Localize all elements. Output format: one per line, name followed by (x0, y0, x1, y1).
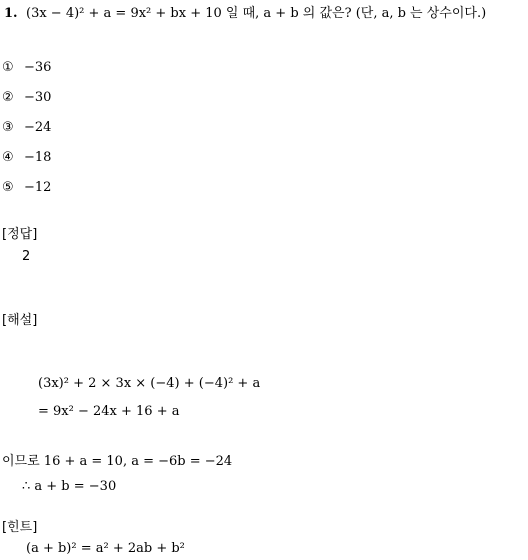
explanation-line: 이므로 16 + a = 10, a = −6b = −24 (2, 454, 233, 469)
choice-mark: ② (2, 90, 14, 105)
explanation-line: = 9x² − 24x + 16 + a (38, 404, 180, 419)
choice-mark: ④ (2, 150, 14, 165)
choice-mark: ⑤ (2, 180, 14, 195)
question-text: (3x − 4)² + a = 9x² + bx + 10 일 때, a + b 의 값은? (단, a, b 는 상수이다.) (26, 6, 487, 21)
choice-item[interactable] (2, 150, 51, 166)
choice-value: −24 (24, 120, 52, 135)
explanation-line: ∴ a + b = −30 (22, 479, 117, 494)
explanation-label: [해설] (2, 313, 38, 328)
question-number: 1. (4, 6, 18, 21)
choice-item[interactable] (2, 90, 51, 106)
choice-item[interactable] (2, 120, 51, 136)
hint-formula: (a + b)² = a² + 2ab + b² (26, 541, 185, 556)
choice-item[interactable] (2, 60, 51, 76)
choice-value: −30 (24, 90, 52, 105)
explanation-line: (3x)² + 2 × 3x × (−4) + (−4)² + a (38, 376, 261, 391)
answer-label: [정답] (2, 227, 38, 242)
answer-value: 2 (22, 249, 31, 264)
choice-value: −12 (24, 180, 52, 195)
choice-mark: ① (2, 60, 14, 75)
choice-mark: ③ (2, 120, 14, 135)
choice-value: −18 (24, 150, 52, 165)
hint-label: [힌트] (2, 520, 38, 535)
choice-value: −36 (24, 60, 52, 75)
choice-item[interactable] (2, 180, 51, 196)
